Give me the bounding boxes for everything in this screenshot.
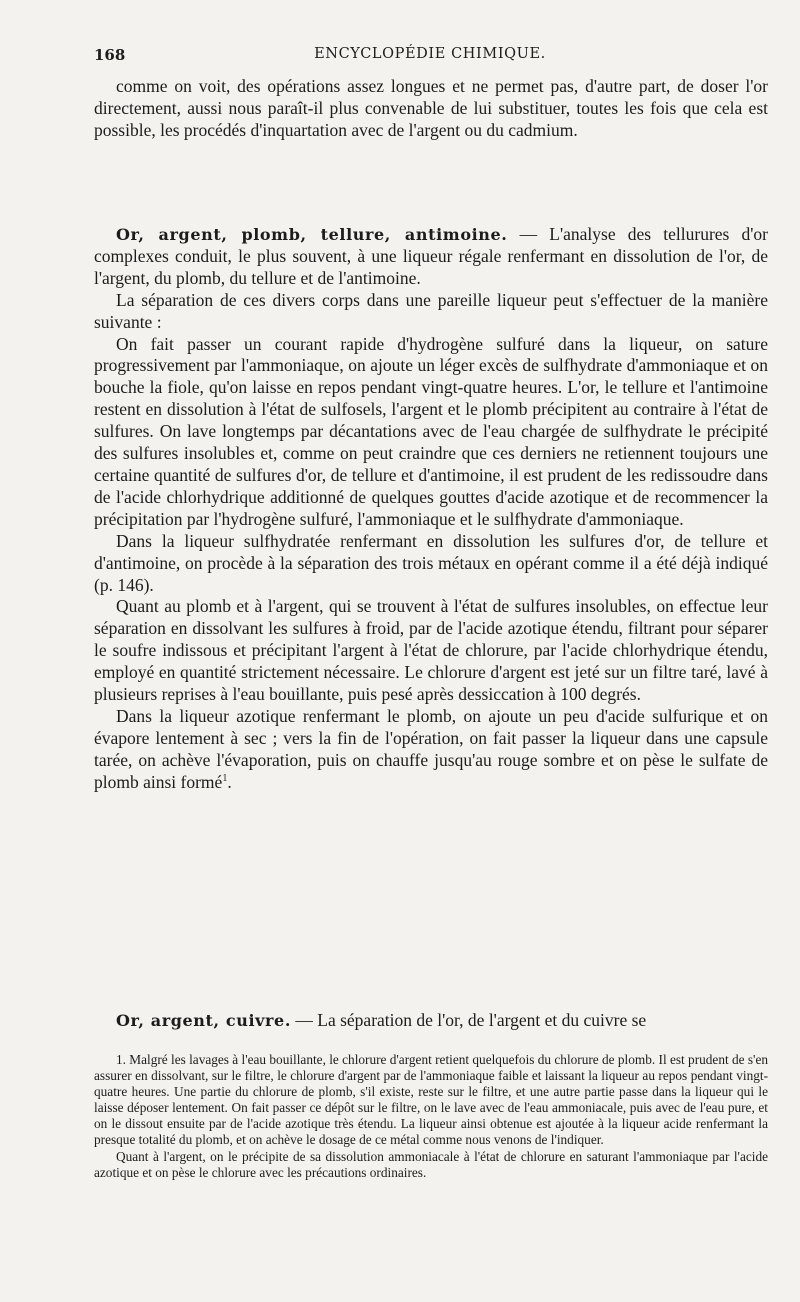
section-lead-text: — L'analyse des tellurures d'or complexes conduit, le plus souvent, à une liqueur régale renfermant en dissolution de l'or, de l'argent, du plomb, du tellure et de l'antimoine. — [94, 224, 768, 288]
paragraph: La séparation de ces divers corps dans une pareille liqueur peut s'effectuer de la manière suivante : — [94, 289, 768, 332]
paragraph-text: Dans la liqueur azotique renfermant le plomb, on ajoute un peu d'acide sulfurique et on évapore lentement à sec ; vers la fin de l'opération, on fait passer la liqueur dans une capsule tarée, on achève l'évaporation, puis on chauffe jusqu'au rouge sombre et on pèse le sulfate de plomb ainsi formé — [94, 705, 768, 792]
footnotes — [94, 1052, 768, 1181]
section-lead-paragraph — [94, 1010, 768, 1032]
paragraph: Quant au plomb et à l'argent, qui se trouvent à l'état de sulfures insolubles, on effectue leur séparation en dissolvant les sulfures à froid, par de l'acide azotique étendu, filtrant pour séparer le soufre indissous et précipitant l'argent à l'état de chlorure, par l'acide chlorhydrique étendu, employé en quantité strictement nécessaire. Le chlorure d'argent est jeté sur un filtre taré, lavé à plusieurs reprises à l'eau bouillante, puis pesé après dessiccation à 100 degrés. — [94, 596, 768, 705]
paragraph-with-footnote — [94, 706, 768, 794]
running-header — [94, 46, 766, 70]
section-lead-text: — La séparation de l'or, de l'argent et du cuivre se — [291, 1010, 647, 1030]
sentence-period: . — [227, 771, 232, 792]
footnote-reference: 1 — [222, 772, 228, 784]
section-heading: Or, argent, cuivre. — [116, 1011, 292, 1030]
footnote: Quant à l'argent, on le précipite de sa dissolution ammoniacale à l'état de chlorure en saturant l'ammoniaque par l'acide azotique et on pèse le chlorure avec les précautions ordinaires. — [94, 1148, 768, 1180]
section-heading: Or, argent, plomb, tellure, antimoine. — [116, 225, 508, 244]
section-gold-silver-copper — [94, 1010, 768, 1032]
running-title: ENCYCLOPÉDIE CHIMIQUE. — [314, 46, 546, 62]
page-number: 168 — [94, 46, 126, 64]
paragraph: On fait passer un courant rapide d'hydrogène sulfuré dans la liqueur, on sature progressivement par l'ammoniaque, on ajoute un léger excès de sulfhydrate d'ammoniaque et on bouche la fiole, qu'on laisse en repos pendant vingt-quatre heures. L'or, le tellure et l'antimoine restent en dissolution à l'état de sulfosels, l'argent et le plomb précipitent au contraire à l'état de sulfures. On lave longtemps par décantations avec de l'eau chargée de sulfhydrate le précipité des sulfures insolubles et, comme on peut craindre que ces derniers ne retiennent toujours une certaine quantité de sulfures d'or, de tellure et d'antimoine, il est prudent de les redissoudre dans de l'acide chlorhydrique additionné de quelques gouttes d'acide azotique et de recommencer la précipitation par l'hydrogène sulfuré, l'ammoniaque et le sulfhydrate d'ammoniaque. — [94, 333, 768, 529]
paragraph: Dans la liqueur sulfhydratée renfermant en dissolution les sulfures d'or, de tellure et d'antimoine, on procède à la séparation des trois métaux en opérant comme il a été déjà indiqué (p. 146). — [94, 530, 768, 595]
body-top — [94, 76, 768, 142]
section-gold-silver-lead — [94, 224, 768, 794]
paragraph: comme on voit, des opérations assez longues et ne permet pas, d'autre part, de doser l'or directement, aussi nous paraît-il plus convenable de lui substituer, toutes les fois que cela est possible, les procédés d'inquartation avec de l'argent ou du cadmium. — [94, 76, 768, 140]
footnote: 1. Malgré les lavages à l'eau bouillante, le chlorure d'argent retient quelquefois du chlorure de plomb. Il est prudent de s'en assurer en dissolvant, sur le filtre, le chlorure d'argent par de l'ammoniaque faible et laissant la liqueur au repos pendant vingt-quatre heures. Une partie du chlorure de plomb, s'il existe, reste sur le filtre, et une autre partie passe dans la liqueur qui le laisse déposer lentement. On fait passer ce dépôt sur le filtre, on le lave avec de l'eau ammoniacale, puis avec de l'eau pure, et on le dissout ensuite par de l'acide azotique très étendu. La liqueur ainsi obtenue est ajoutée à la liqueur acide renfermant la presque totalité du plomb, et on achève le dosage de ce métal comme nous venons de l'indiquer. — [94, 1052, 768, 1148]
section-lead-paragraph — [94, 224, 768, 290]
